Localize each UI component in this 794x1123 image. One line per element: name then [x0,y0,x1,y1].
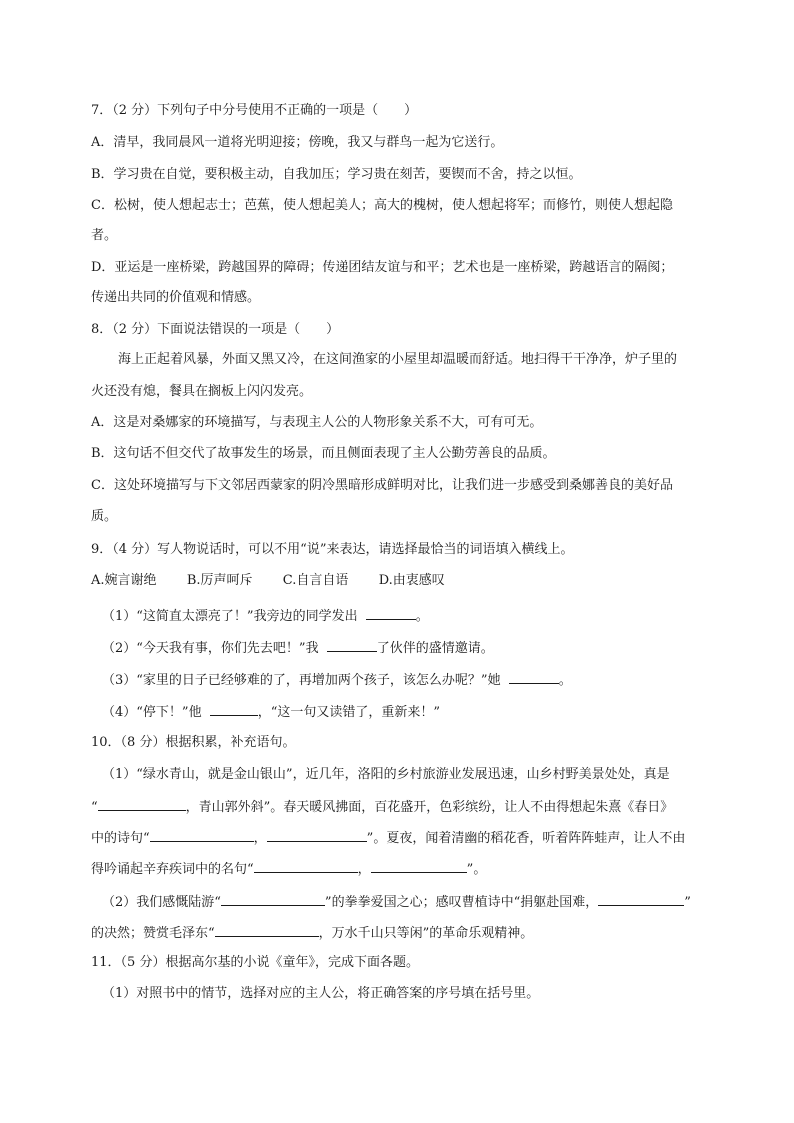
q9-sentence-2: （2）“今天我有事，你们先去吧！”我 了伙伴的盛情邀请。 [102,637,494,658]
q10-stem: 10．（8 分）根据积累，补充语句。 [91,735,296,750]
q8-option-c-line2: 质。 [91,509,118,524]
q7-option-d-line1: D．亚运是一座桥梁，跨越国界的障碍；传递团结友谊与和平；艺术也是一座桥梁，跨越语言的隔阂； [91,260,674,275]
q7-stem: 7．（2 分）下列句子中分号使用不正确的一项是（ ） [91,103,418,118]
q11-sub1: （1）对照书中的情节，选择对应的主人公，将正确答案的序号填在括号里。 [102,986,540,1001]
q7-option-a: A．清早，我同晨风一道将光明迎接；傍晚，我又与群鸟一起为它送行。 [91,135,504,150]
q9-option-b: B.厉声呵斥 [186,573,253,588]
q10-blank-4[interactable] [254,858,358,873]
q7-option-c-line1: C．松树，使人想起志士；芭蕉，使人想起美人；高大的槐树，使人想起将军；而修竹，则使人想起隐 [91,198,673,213]
q8-passage-line1: 海上正起着风暴，外面又黑又冷，在这间渔家的小屋里却温暖而舒适。地扫得干干净净，炉子里的 [118,352,678,367]
q9-options [91,572,445,590]
q8-passage-line2: 火还没有熄，餐具在搁板上闪闪发亮。 [91,384,313,399]
q9-blank-4[interactable] [210,701,258,716]
q10-part2-line1: （2）我们感慨陆游“ ”的拳拳爱国之心；感叹曹植诗中“捐躯赴国难， ” [102,891,691,912]
q8-option-b: B．这句话不但交代了故事发生的场景，而且侧面表现了主人公勤劳善良的品质。 [91,446,556,461]
q9-sentence-4: （4）“停下！”他 ，“这一句又读错了，重新来！” [102,701,440,722]
q7-option-b: B．学习贵在自觉，要积极主动，自我加压；学习贵在刻苦，要锲而不舍，持之以恒。 [91,167,582,182]
q7-option-c-line2: 者。 [91,228,118,243]
q10-blank-2[interactable] [150,827,254,842]
q9-option-a: A.婉言谢绝 [91,573,157,588]
q10-part2-line2: 的决然；赞赏毛泽东“ ，万水千山只等闲”的革命乐观精神。 [91,922,533,943]
q10-blank-3[interactable] [267,827,367,842]
q8-option-a: A．这是对桑娜家的环境描写，与表现主人公的人物形象关系不大，可有可无。 [91,415,543,430]
q10-blank-7[interactable] [598,891,684,906]
q8-option-c-line1: C．这处环境描写与下文邻居西蒙家的阴冷黑暗形成鲜明对比，让我们进一步感受到桑娜善良的美好品 [91,478,673,493]
q9-blank-3[interactable] [509,669,559,684]
q9-sentence-3: （3）“家里的日子已经够难的了，再增加两个孩子，该怎么办呢？”她 。 [102,669,572,690]
q8-stem: 8．（2 分）下面说法错误的一项是（ ） [91,322,340,337]
q9-option-d: D.由衷感叹 [378,573,445,588]
q10-part1-line1: （1）“绿水青山，就是金山银山”，近几年，洛阳的乡村旅游业发展迅速，山乡村野美景处处，真是 [102,767,670,782]
q11-stem: 11．（5 分）根据高尔基的小说《童年》，完成下面各题。 [91,955,419,970]
q10-blank-8[interactable] [215,922,319,937]
q10-part1-line3: 中的诗句“ ， ”。夏夜，闻着清幽的稻花香，听着阵阵蛙声，让人不由 [91,827,685,848]
q9-blank-2[interactable] [327,637,377,652]
q7-option-d-line2: 传递出共同的价值观和情感。 [91,290,261,305]
q9-sentence-1: （1）“这简直太漂亮了！”我旁边的同学发出 。 [102,605,429,626]
q10-part1-line2: “ ，青山郭外斜”。春天暖风拂面，百花盛开，色彩缤纷，让人不由得想起朱熹《春日》 [91,796,673,817]
q10-part1-line4: 得吟诵起辛弃疾词中的名句“ ， ”。 [91,858,486,879]
q9-stem: 9．（4 分）写人物说话时，可以不用“说”来表达，请选择最恰当的词语填入横线上。 [91,542,574,557]
q9-option-c: C.自言自语 [282,573,349,588]
q10-blank-6[interactable] [221,891,325,906]
q10-blank-1[interactable] [98,796,186,811]
q10-blank-5[interactable] [371,858,467,873]
q9-blank-1[interactable] [366,605,416,620]
